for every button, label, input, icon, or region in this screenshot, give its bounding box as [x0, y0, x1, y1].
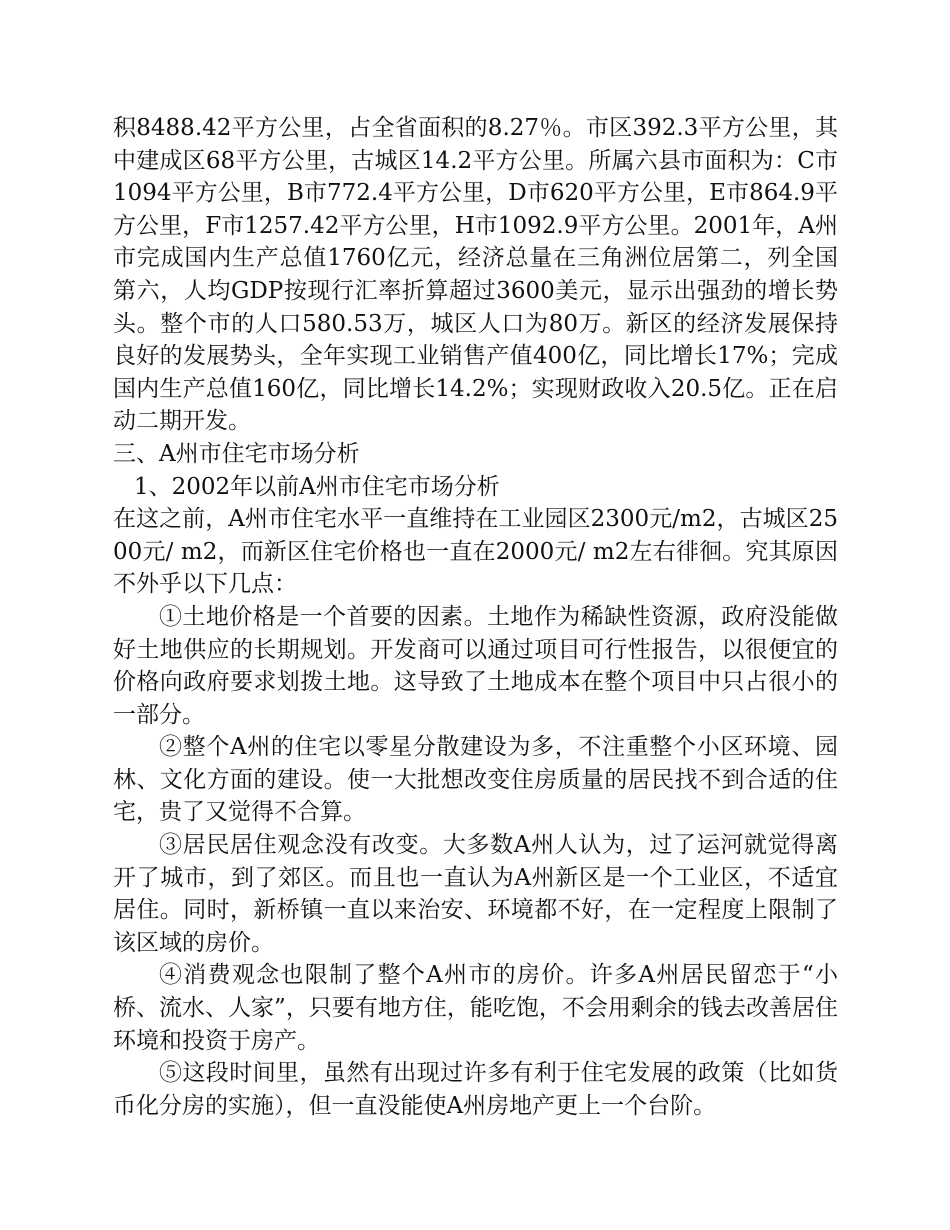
paragraph-point-5: ⑤这段时间里，虽然有出现过许多有利于住宅发展的政策（比如货币化分房的实施），但一直没能使A州房地产更上一个台阶。 [113, 1060, 838, 1119]
paragraph-point-3: ③居民居住观念没有改变。大多数A州人认为，过了运河就觉得离开了城市，到了郊区。而且也一直认为A州新区是一个工业区，不适宜居住。同时，新桥镇一直以来治安、环境都不好，在一定程度上限制了该区域的房价。 [113, 832, 838, 956]
paragraph-point-2: ②整个A州的住宅以零星分散建设为多，不注重整个小区环境、园林、文化方面的建设。使一大批想改变住房质量的居民找不到合适的住宅，贵了又觉得不合算。 [113, 734, 838, 826]
paragraph-intro: 在这之前，A州市住宅水平一直维持在工业园区2300元/m2，古城区2500元/ m2，而新区住宅价格也一直在2000元/ m2左右徘徊。究其原因不外乎以下几点： [113, 506, 838, 598]
paragraph-point-1: ①土地价格是一个首要的因素。土地作为稀缺性资源，政府没能做好土地供应的长期规划。开发商可以通过项目可行性报告，以很便宜的价格向政府要求划拨土地。这导致了土地成本在整个项目中只占很小的一部分。 [113, 603, 838, 728]
subsection-heading: 1、2002年以前A州市住宅市场分析 [134, 473, 500, 500]
paragraph-city-overview: 积8488.42平方公里，占全省面积的8.27％。市区392.3平方公里，其中建成区68平方公里，古城区14.2平方公里。所属六县市面积为：C市1094平方公里，B市772.4平方公里，D市620平方公里，E市864.9平方公里，F市1257.42平方公里，H市1092.9平方公里。2001年，A州市完成国内生产总值1760亿元，经济总量在三角洲位居第二，列全国第六，人均GDP按现行汇率折算超过3600美元，显示出强劲的增长势头。整个市的人口580.53万，城区人口为80万。新区的经济发展保持良好的发展势头，全年实现工业销售产值400亿，同比增长17%；完成国内生产总值160亿，同比增长14.2%；实现财政收入20.5亿。正在启动二期开发。 [113, 115, 838, 435]
document-body [113, 112, 838, 1122]
section-heading: 三、A州市住宅市场分析 [113, 440, 360, 467]
paragraph-point-4: ④消费观念也限制了整个A州市的房价。许多A州居民留恋于“小桥、流水、人家”，只要有地方住，能吃饱，不会用剩余的钱去改善居住环境和投资于房产。 [113, 962, 838, 1054]
